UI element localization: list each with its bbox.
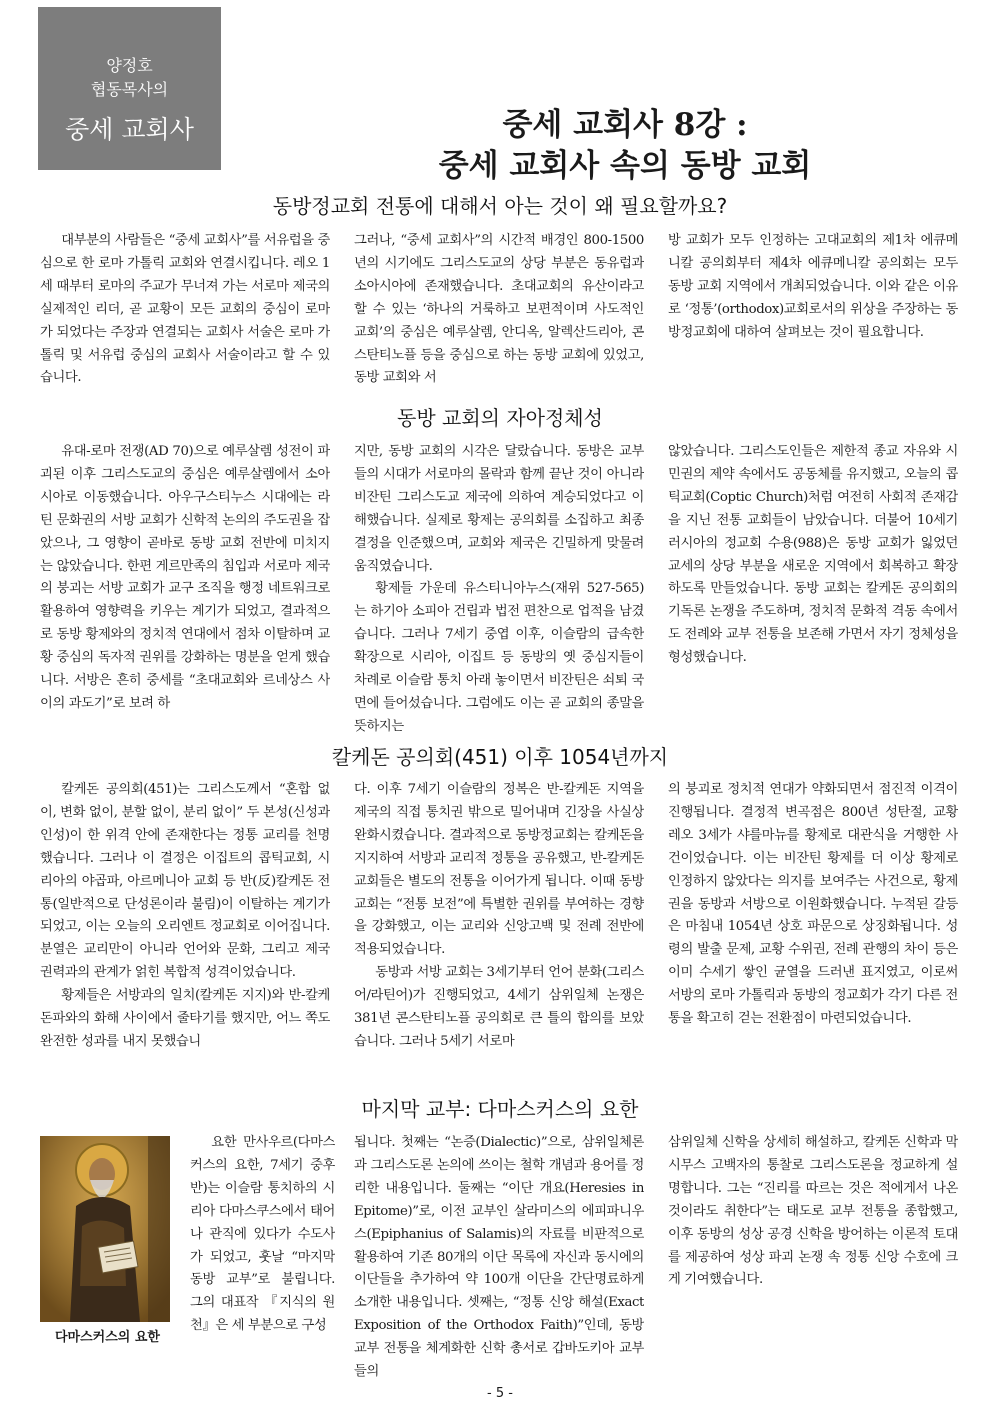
portrait-caption: 다마스커스의 요한 [55, 1330, 160, 1345]
series-tag [38, 7, 221, 170]
author-name: 양정호 [106, 56, 153, 75]
series-name: 중세 교회사 [65, 115, 194, 144]
section3-col1 [40, 779, 330, 1077]
section2-col2 [354, 441, 644, 739]
section3-col3 [668, 779, 958, 1077]
section1-col1 [40, 230, 330, 390]
paragraph: 지만, 동방 교회의 시각은 달랐습니다. 동방은 교부들의 시대가 서로마의 몰락과 함께 끝난 것이 아니라 비잔틴 그리스도교 제국에 의하여 계승되었다고 이해했습니다. 실제로 황제는 공의회를 소집하고 최종 결정을 인준했으며, 교회와 제국은 긴밀하게 맞물려 움직였습니다. [354, 444, 644, 574]
paragraph: 칼케돈 공의회(451)는 그리스도께서 “혼합 없이, 변화 없이, 분할 없이, 분리 없이” 두 본성(신성과 인성)이 한 위격 안에 존재한다는 정통 교리를 천명했습니다. 그러나 이 결정은 이집트의 콥틱교회, 시리아의 야곱파, 아르메니아 교회 등 반(反)칼케돈 전통(일반적으로 단성론이라 불림)이 이탈하는 계기가 되었고, 이는 오늘의 오리엔트 정교회로 이어집니다. 분열은 교리만이 아니라 언어와 문화, 그리고 제국 권력과의 관계가 얽힌 복합적 성격이었습니다. [40, 782, 330, 981]
section3-col2 [354, 779, 644, 1077]
page-title-line2: 중세 교회사 속의 동방 교회 [438, 148, 812, 184]
author-role: 협동목사의 [90, 80, 169, 99]
paragraph: 그러나, “중세 교회사”의 시간적 배경인 800-1500년의 시기에도 그리스도교의 상당 부분은 동유럽과 소아시아에 존재했습니다. 초대교회의 유산이라고 할 수 있는 ‘하나의 거룩하고 보편적이며 사도적인 교회’의 중심은 예루살렘, 안디옥, 알렉산드리아, 콘스탄티노플 등을 중심으로 하는 동방 교회에 있었고, 동방 교회와 서 [354, 233, 644, 386]
section2-col3 [668, 441, 958, 739]
paragraph: 삼위일체 신학을 상세히 해설하고, 칼케돈 신학과 막시무스 고백자의 통찰로 그리스도론을 정교하게 설명합니다. 그는 “진리를 따르는 것은 적에게서 나온 것이라도 취한다”는 태도로 교부 전통을 종합했고, 이후 동방의 성상 공경 신학을 방어하는 이론적 토대를 제공하여 성상 파괴 논쟁 속 정통 신앙 수호에 크게 기여했습니다. [668, 1135, 958, 1288]
section-heading-why-orthodox: 동방정교회 전통에 대해서 아는 것이 왜 필요할까요? [272, 194, 728, 218]
paragraph: 황제들은 서방과의 일치(칼케돈 지지)와 반-칼케돈파와의 화해 사이에서 줄타기를 했지만, 어느 쪽도 완전한 성과를 내지 못했습니 [40, 988, 330, 1049]
section4-col1 [190, 1132, 335, 1380]
paragraph: 동방과 서방 교회는 3세기부터 언어 분화(그리스어/라틴어)가 진행되었고, 4세기 삼위일체 논쟁은 381년 콘스탄티노플 공의회로 큰 틀의 합의를 보았습니다. 그러나 5세기 서로마 [354, 965, 644, 1049]
page-number: - 5 - [487, 1386, 513, 1401]
section-heading-identity: 동방 교회의 자아정체성 [397, 406, 603, 430]
section-heading-chalcedon: 칼케돈 공의회(451) 이후 1054년까지 [331, 745, 669, 769]
section2-col1 [40, 441, 330, 739]
paragraph: 황제들 가운데 유스티니아누스(재위 527-565)는 하기아 소피아 건립과 법전 편찬으로 업적을 남겼습니다. 그러나 7세기 중엽 이후, 이슬람의 급속한 확장으로 시리아, 이집트 등 동방의 옛 중심지들이 차례로 이슬람 통치 아래 놓이면서 비잔틴은 쇠퇴 국면에 들어섰습니다. 그럼에도 이는 곧 교회의 종말을 뜻하지는 [354, 581, 644, 734]
section1-col2 [354, 230, 644, 390]
section1-col3 [668, 230, 958, 390]
paragraph: 의 붕괴로 정치적 연대가 약화되면서 점진적 이격이 진행됩니다. 결정적 변곡점은 800년 성탄절, 교황 레오 3세가 샤를마뉴를 황제로 대관식을 거행한 사건이었습니다. 이는 비잔틴 황제를 더 이상 황제로 인정하지 않았다는 의지를 보여주는 사건으로, 황제권을 동방과 서방으로 이원화했습니다. 누적된 갈등은 마침내 1054년 상호 파문으로 상징화됩니다. 성령의 발출 문제, 교황 수위권, 전례 관행의 차이 등은 이미 수세기 쌓인 균열을 드러낸 표지였고, 이로써 서방의 로마 가톨릭과 동방의 정교회가 각기 다른 전통을 확고히 걷는 전환점이 마련되었습니다. [668, 782, 958, 1027]
paragraph: 다. 이후 7세기 이슬람의 정복은 반-칼케돈 지역을 제국의 직접 통치권 밖으로 밀어내며 긴장을 사실상 완화시켰습니다. 결과적으로 동방정교회는 칼케돈을 지지하여 서방과 교리적 정통을 공유했고, 반-칼케돈 교회들은 별도의 전통을 이어가게 됩니다. 이때 동방 교회는 “전통 보전”에 특별한 권위를 부여하는 경향을 강화했고, 이는 교리와 신앙고백 및 전례 전반에 적용되었습니다. [354, 782, 644, 958]
paragraph: 않았습니다. 그리스도인들은 제한적 종교 자유와 시민권의 제약 속에서도 공동체를 유지했고, 오늘의 콥틱교회(Coptic Church)처럼 여전히 사회적 존재감을 지닌 전통 교회들이 남았습니다. 더불어 10세기 러시아의 정교회 수용(988)은 동방 교회가 잃었던 교세의 상당 부분을 새로운 지역에서 회복하고 확장하도록 만들었습니다. 동방 교회는 칼케돈 공의회의 기독론 논쟁을 주도하며, 정치적 문화적 격동 속에서도 전례와 교부 전통을 보존해 가면서 자기 정체성을 형성했습니다. [668, 444, 958, 666]
paragraph: 됩니다. 첫째는 “논증(Dialectic)”으로, 삼위일체론과 그리스도론 논의에 쓰이는 철학 개념과 용어를 정리한 내용입니다. 둘째는 “이단 개요(Heresies in Epitome)”로, 이전 교부인 살라미스의 에피파니우스(Epiphanius of Salamis)의 자료를 비판적으로 활용하여 기존 80개의 이단 목록에 자신과 동시에의 이단들을 추가하여 약 100개 이단을 간단명료하게 소개한 내용입니다. 셋째는, “정통 신앙 해설(Exact Exposition of the Orthodox Faith)”인데, 동방 교부 전통을 체계화한 신학 총서로 갑바도키아 교부들의 [354, 1135, 644, 1380]
section-heading-john-damascus: 마지막 교부: 다마스커스의 요한 [361, 1097, 639, 1121]
paragraph: 대부분의 사람들은 “중세 교회사”를 서유럽을 중심으로 한 로마 가톨릭 교회와 연결시킵니다. 레오 1세 때부터 로마의 주교가 무너져 가는 서로마 제국의 실제적인 리더, 곧 교황이 모든 교회의 중심이 로마가 되었다는 주장과 연결되는 교회사 서술은 로마 가톨릭 및 서유럽 중심의 교회사 서술이라고 할 수 있습니다. [40, 233, 330, 386]
section4-col2 [354, 1132, 644, 1380]
paragraph: 유대-로마 전쟁(AD 70)으로 예루살렘 성전이 파괴된 이후 그리스도교의 중심은 예루살렘에서 소아시아로 이동했습니다. 아우구스티누스 시대에는 라틴 문화권의 서방 교회가 신학적 논의의 주도권을 잡았으나, 그 영향이 곧바로 동방 교회 전반에 미치지는 않았습니다. 한편 게르만족의 침입과 서로마 제국의 붕괴는 서방 교회가 교구 조직을 행정 네트워크로 활용하여 영향력을 키우는 계기가 되었고, 결과적으로 동방 황제와의 정치적 연대에서 점차 이탈하며 교황 중심의 독자적 권위를 강화하는 명분을 얻게 했습니다. 서방은 흔히 중세를 “초대교회와 르네상스 사이의 과도기”로 보려 하 [40, 444, 330, 711]
icon-painting [40, 1136, 170, 1322]
section4-col3 [668, 1132, 958, 1380]
paragraph: 방 교회가 모두 인정하는 고대교회의 제1차 에큐메니칼 공의회부터 제4차 에큐메니칼 공의회는 모두 동방 교회 지역에서 개최되었습니다. 이와 같은 이유로 ‘정통’(orthodox)교회로서의 위상을 주장하는 동방정교회에 대하여 살펴보는 것이 필요합니다. [668, 233, 958, 340]
page-title-line1: 중세 교회사 8강 : [502, 107, 748, 143]
paragraph: 요한 만사우르(다마스커스의 요한, 7세기 중후반)는 이슬람 통치하의 시리아 다마스쿠스에서 태어나 관직에 있다가 수도사가 되었고, 훗날 “마지막 동방 교부”로 불립니다. 그의 대표작 『지식의 원천』은 세 부분으로 구성 [190, 1135, 335, 1334]
john-of-damascus-portrait [40, 1136, 170, 1322]
